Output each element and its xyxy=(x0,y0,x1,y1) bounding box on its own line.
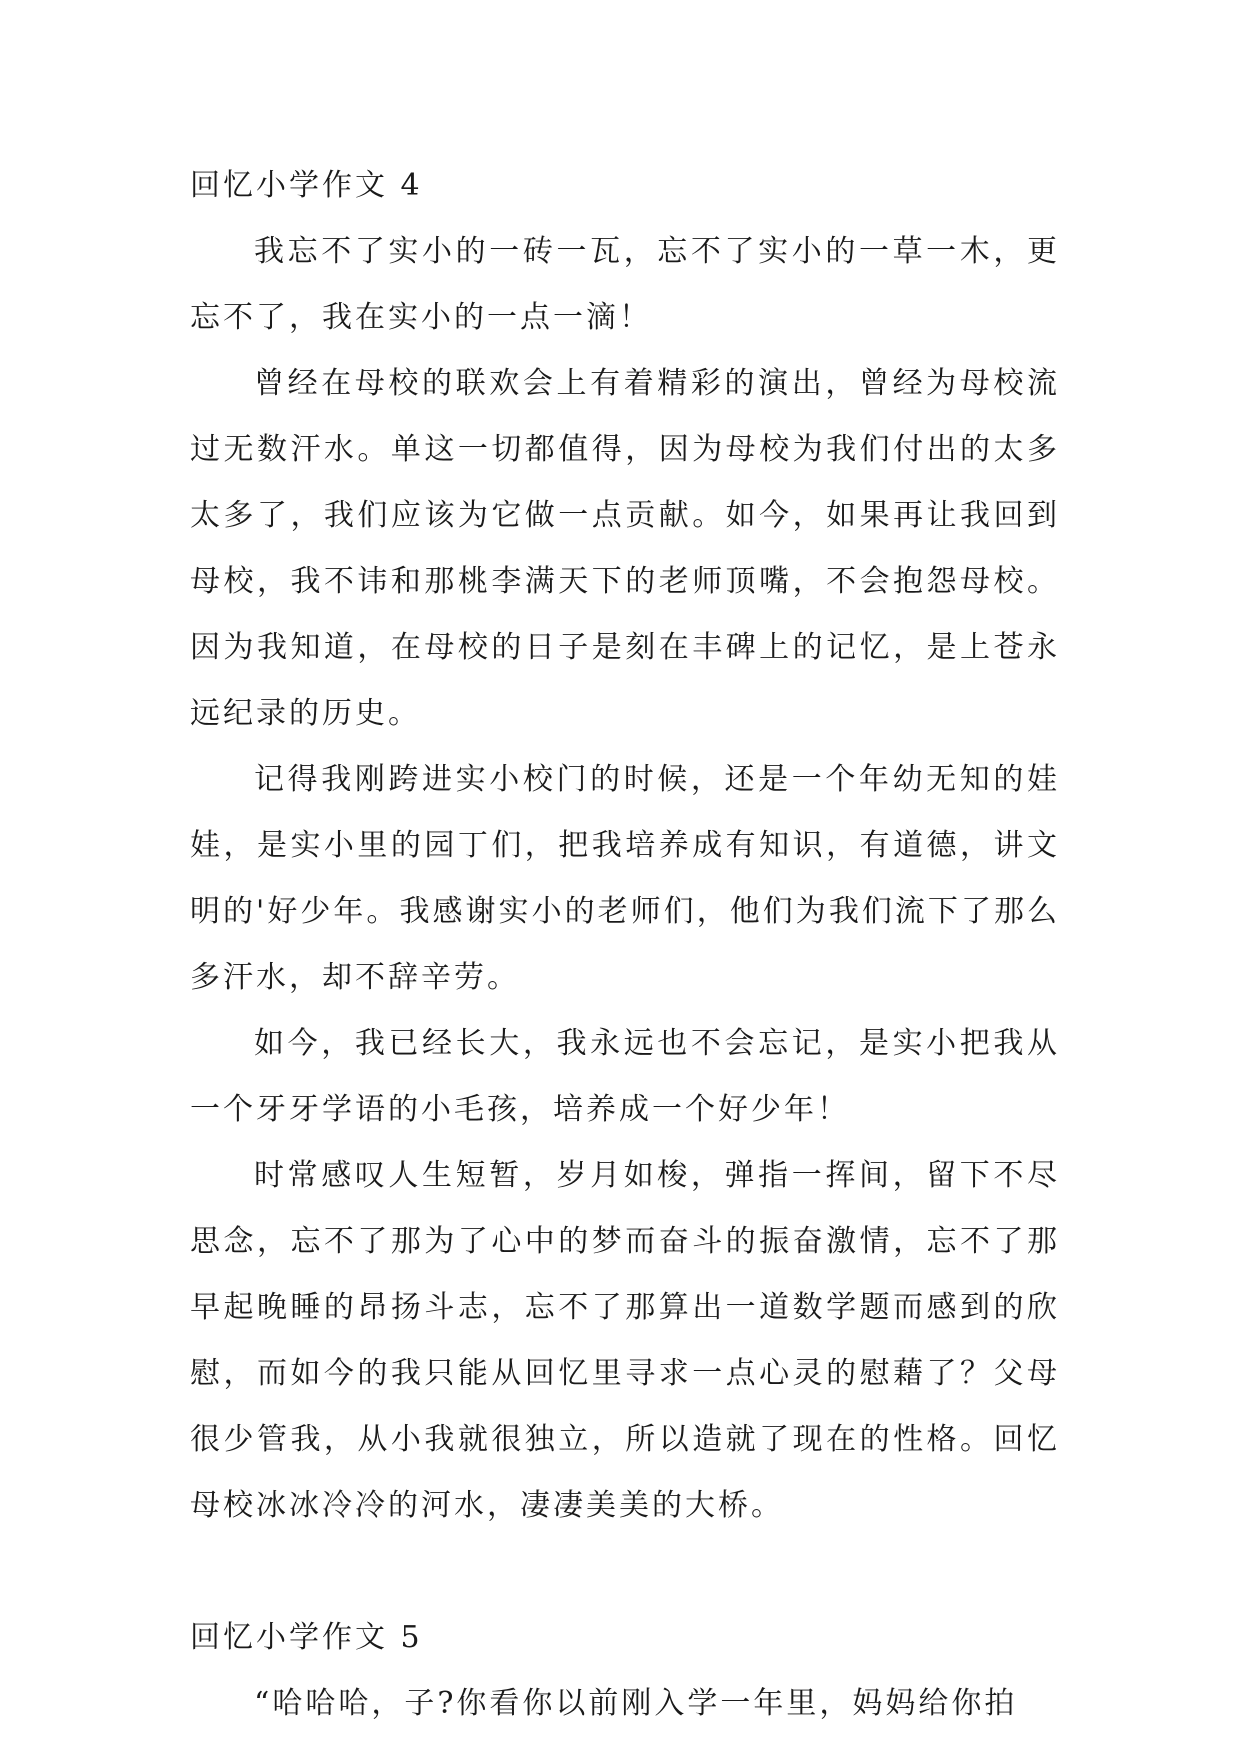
paragraph: 时常感叹人生短暂，岁月如梭，弹指一挥间，留下不尽思念，忘不了那为了心中的梦而奋斗的振奋激情，忘不了那早起晚睡的昂扬斗志，忘不了那算出一道数学题而感到的欣慰，而如今的我只能从回忆里寻求一点心灵的慰藉了？父母很少管我，从小我就很独立，所以造就了现在的性格。回忆母校冰冰冷冷的河水，凄凄美美的大桥。 xyxy=(190,1158,1060,1523)
section-heading: 回忆小学作文 4 xyxy=(190,168,423,203)
paragraph: “哈哈哈，子?你看你以前刚入学一年里，妈妈给你拍 xyxy=(254,1686,1018,1721)
document-body xyxy=(190,153,1060,1737)
section-spacer xyxy=(190,1539,1060,1605)
paragraph: 曾经在母校的联欢会上有着精彩的演出，曾经为母校流过无数汗水。单这一切都值得，因为母校为我们付出的太多太多了，我们应该为它做一点贡献。如今，如果再让我回到母校，我不讳和那桃李满天下的老师顶嘴，不会抱怨母校。因为我知道，在母校的日子是刻在丰碑上的记忆，是上苍永远纪录的历史。 xyxy=(190,366,1060,731)
paragraph: 记得我刚跨进实小校门的时候，还是一个年幼无知的娃娃，是实小里的园丁们，把我培养成有知识，有道德，讲文明的'好少年。我感谢实小的老师们，他们为我们流下了那么多汗水，却不辞辛劳。 xyxy=(190,762,1060,995)
paragraph: 如今，我已经长大，我永远也不会忘记，是实小把我从一个牙牙学语的小毛孩，培养成一个好少年！ xyxy=(190,1026,1060,1127)
paragraph: 我忘不了实小的一砖一瓦，忘不了实小的一草一木，更忘不了，我在实小的一点一滴！ xyxy=(190,234,1060,335)
section-heading: 回忆小学作文 5 xyxy=(190,1620,423,1655)
